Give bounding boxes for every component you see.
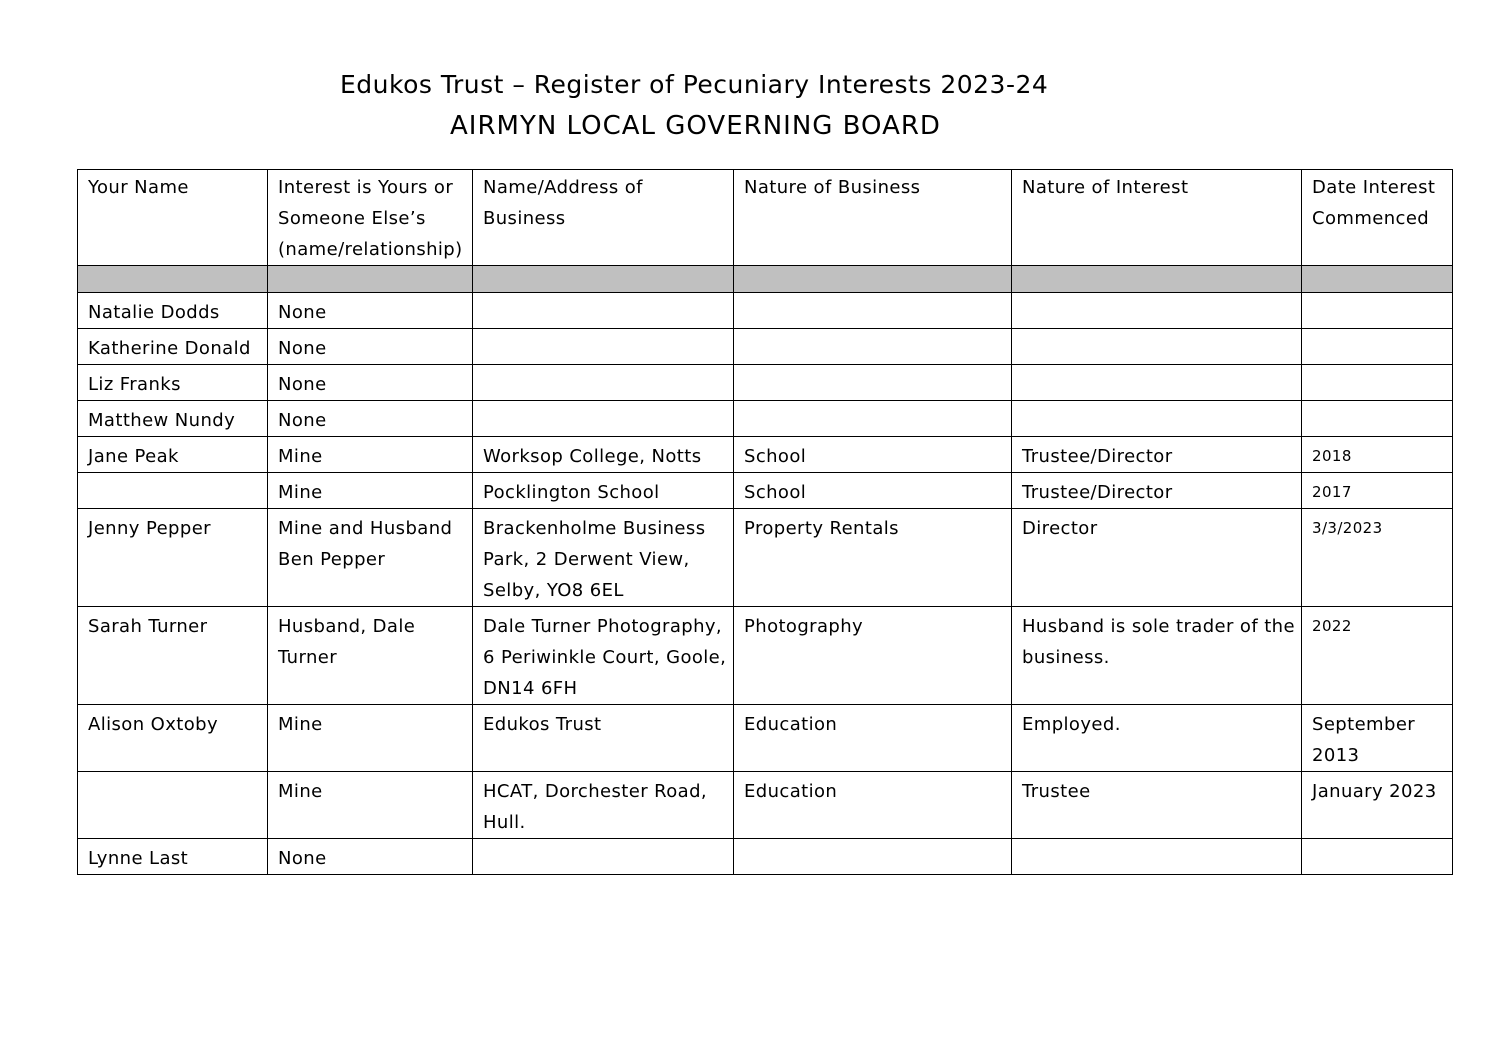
table-row <box>78 705 1453 772</box>
cell-date-commenced <box>1302 839 1453 875</box>
table-row <box>78 329 1453 365</box>
cell-nature-of-interest: Trustee/Director <box>1012 473 1302 509</box>
page-title: Edukos Trust – Register of Pecuniary Interests 2023-24 <box>340 70 1049 99</box>
table-row <box>78 509 1453 607</box>
cell-date-commenced <box>1302 293 1453 329</box>
cell-name: Jane Peak <box>78 437 268 473</box>
cell-nature-of-interest <box>1012 293 1302 329</box>
cell-nature-of-business <box>734 329 1012 365</box>
table-row <box>78 607 1453 705</box>
cell-business-address: Edukos Trust <box>473 705 734 772</box>
cell-interest-owner: None <box>268 839 473 875</box>
cell-interest-owner: None <box>268 293 473 329</box>
table-row <box>78 401 1453 437</box>
cell-nature-of-business <box>734 839 1012 875</box>
shaded-separator-row <box>78 266 1453 293</box>
cell-nature-of-interest <box>1012 329 1302 365</box>
cell-nature-of-business: School <box>734 437 1012 473</box>
cell-nature-of-business: School <box>734 473 1012 509</box>
cell-nature-of-interest: Director <box>1012 509 1302 607</box>
cell-name: Alison Oxtoby <box>78 705 268 772</box>
cell-business-address: Brackenholme Business Park, 2 Derwent View, Selby, YO8 6EL <box>473 509 734 607</box>
cell-date-commenced <box>1302 329 1453 365</box>
cell-business-address: Pocklington School <box>473 473 734 509</box>
cell-name: Natalie Dodds <box>78 293 268 329</box>
column-header-interest-owner: Interest is Yours or Someone Else’s (name/relationship) <box>268 170 473 266</box>
cell-name: Lynne Last <box>78 839 268 875</box>
cell-interest-owner: Mine <box>268 705 473 772</box>
table-row <box>78 772 1453 839</box>
cell-nature-of-interest: Husband is sole trader of the business. <box>1012 607 1302 705</box>
cell-business-address: HCAT, Dorchester Road, Hull. <box>473 772 734 839</box>
cell-date-commenced <box>1302 365 1453 401</box>
cell-name: Matthew Nundy <box>78 401 268 437</box>
cell-nature-of-interest: Employed. <box>1012 705 1302 772</box>
cell-nature-of-interest: Trustee <box>1012 772 1302 839</box>
cell-name <box>78 473 268 509</box>
cell-business-address: Worksop College, Notts <box>473 437 734 473</box>
table-row <box>78 473 1453 509</box>
table-row <box>78 365 1453 401</box>
cell-name: Jenny Pepper <box>78 509 268 607</box>
cell-nature-of-business: Education <box>734 705 1012 772</box>
cell-interest-owner: Husband, Dale Turner <box>268 607 473 705</box>
cell-date-commenced: 2017 <box>1302 473 1453 509</box>
column-header-date-commenced: Date Interest Commenced <box>1302 170 1453 266</box>
column-header-business-address: Name/Address of Business <box>473 170 734 266</box>
page-subtitle: AIRMYN LOCAL GOVERNING BOARD <box>450 111 941 141</box>
cell-interest-owner: Mine <box>268 473 473 509</box>
cell-name: Sarah Turner <box>78 607 268 705</box>
cell-business-address <box>473 329 734 365</box>
cell-nature-of-interest: Trustee/Director <box>1012 437 1302 473</box>
cell-nature-of-interest <box>1012 839 1302 875</box>
column-header-nature-of-business: Nature of Business <box>734 170 1012 266</box>
cell-nature-of-interest <box>1012 365 1302 401</box>
cell-nature-of-business <box>734 293 1012 329</box>
cell-date-commenced <box>1302 401 1453 437</box>
cell-name: Katherine Donald <box>78 329 268 365</box>
cell-business-address: Dale Turner Photography, 6 Periwinkle Court, Goole, DN14 6FH <box>473 607 734 705</box>
table-header-row <box>78 170 1453 266</box>
cell-date-commenced: September 2013 <box>1302 705 1453 772</box>
cell-date-commenced: 2018 <box>1302 437 1453 473</box>
cell-date-commenced: 3/3/2023 <box>1302 509 1453 607</box>
cell-interest-owner: Mine <box>268 437 473 473</box>
cell-interest-owner: Mine <box>268 772 473 839</box>
cell-nature-of-interest <box>1012 401 1302 437</box>
cell-interest-owner: Mine and Husband Ben Pepper <box>268 509 473 607</box>
cell-business-address <box>473 839 734 875</box>
cell-business-address <box>473 293 734 329</box>
cell-nature-of-business <box>734 365 1012 401</box>
cell-business-address <box>473 401 734 437</box>
column-header-your-name: Your Name <box>78 170 268 266</box>
table-row <box>78 437 1453 473</box>
cell-name <box>78 772 268 839</box>
cell-nature-of-business: Education <box>734 772 1012 839</box>
cell-interest-owner: None <box>268 365 473 401</box>
cell-date-commenced: January 2023 <box>1302 772 1453 839</box>
cell-interest-owner: None <box>268 401 473 437</box>
cell-nature-of-business: Photography <box>734 607 1012 705</box>
table-row <box>78 293 1453 329</box>
cell-interest-owner: None <box>268 329 473 365</box>
cell-business-address <box>473 365 734 401</box>
table-row <box>78 839 1453 875</box>
cell-nature-of-business: Property Rentals <box>734 509 1012 607</box>
cell-nature-of-business <box>734 401 1012 437</box>
interests-table <box>77 169 1453 875</box>
column-header-nature-of-interest: Nature of Interest <box>1012 170 1302 266</box>
cell-date-commenced: 2022 <box>1302 607 1453 705</box>
cell-name: Liz Franks <box>78 365 268 401</box>
